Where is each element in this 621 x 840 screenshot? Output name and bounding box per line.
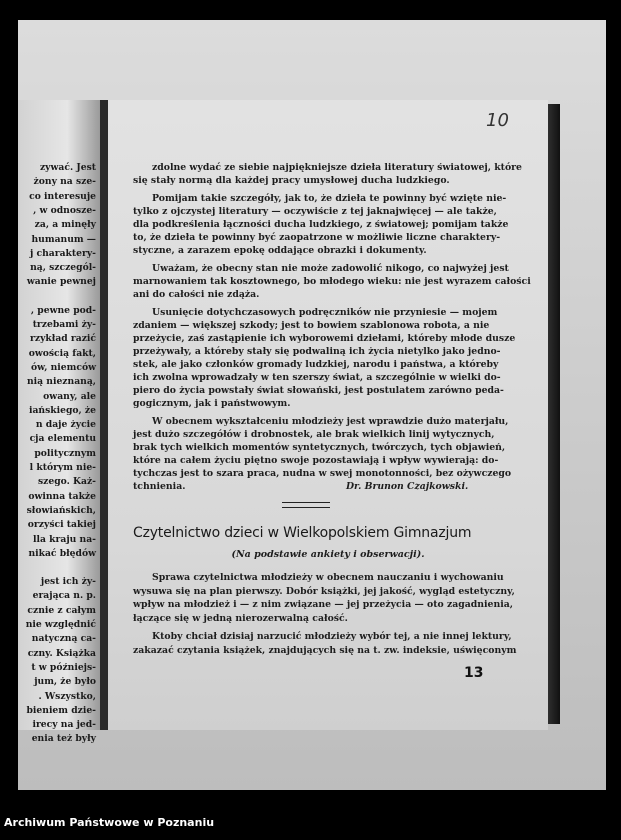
left-page-line: irecy na jed- (32, 719, 96, 731)
text-line: dla podkreślenia łączności ducha ludzkiego, z światowej; pomijam także (133, 219, 509, 230)
text-line: to, że dzieła te powinny być zaopatrzone w możliwie liczne charaktery- (133, 232, 501, 243)
text-line: Usunięcie dotychczasowych podręczników nie przyniesie — mojem (152, 307, 498, 318)
left-page-line: , pewne pod- (30, 304, 96, 316)
left-page-line: owinna także (28, 490, 96, 502)
text-line: łączące się w jedną nierozerwalną całość. (133, 612, 348, 624)
left-page-line: n daje życie (35, 419, 96, 431)
text-line: tychczas jest to szara praca, nudna w swej monotonności, bez ożywczego (133, 468, 512, 479)
left-page-line: ów, niemców (30, 361, 96, 373)
left-page-line: cja elementu (29, 433, 96, 445)
text-line: tylko z ojczystej literatury — oczywiście z tej jaknajwięcej — ale także, (133, 206, 497, 217)
text-line: które na całem życiu piętno swoje pozostawiają i wpływ wywierają: do- (133, 455, 499, 466)
archive-footer: Archiwum Państwowe w Poznaniu (4, 816, 215, 829)
text-line: Pomijam takie szczegóły, jak to, że dzieła te powinny być wzięte nie- (152, 193, 507, 204)
left-page-line: l którym nie- (29, 462, 96, 473)
page-shadow (546, 104, 560, 724)
left-page-line: wanie pewnej (26, 276, 96, 288)
left-page-line: zywać. Jest (39, 162, 96, 173)
text-line: wysuwa się na plan pierwszy. Dobór książki, jej jakość, wygląd estetyczny, (133, 585, 515, 597)
text-line: styczne, a zarazem epokę oddające obrazki i dokumenty. (133, 245, 427, 256)
left-page-line: politycznym (34, 447, 96, 459)
left-page-line: szego. Każ- (38, 476, 96, 488)
left-page-line: ną, szczegól- (30, 262, 96, 274)
text-line: marnowaniem tak kosztownego, bo młodego wieku: nie jest wyrazem całości (133, 276, 531, 287)
text-line: gogicznym, jak i państwowym. (133, 398, 291, 409)
left-page-line: nikać błędów (28, 547, 96, 559)
left-page-line: jum, że było (34, 676, 96, 688)
section-divider (282, 502, 330, 508)
left-page-line: owany, ale (43, 390, 96, 402)
left-page-line: lla kraju na- (33, 533, 96, 545)
text-line: przeżywały, a któreby stały się podwaliną ich życia nietylko jako jedno- (133, 346, 501, 357)
left-page-line: natyczną ca- (31, 633, 96, 645)
text-line: wpływ na młodzież i — z nim związane — jej przeżycia — oto zagadnienia, (133, 599, 514, 611)
left-page-line: iańskiego, że (28, 404, 96, 416)
left-page-fragment (18, 100, 100, 745)
page-number: 13 (464, 665, 484, 681)
main-page (108, 100, 548, 730)
left-page-line: słowiańskich, (26, 504, 96, 516)
left-page-line: jest ich ży- (40, 576, 96, 588)
text-line: zdaniem — większej szkody; jest to bowiem szablonowa robota, a nie (133, 320, 490, 331)
text-line: W obecnem wykształceniu młodzieży jest wprawdzie dużo materjału, (152, 416, 509, 427)
text-line: Sprawa czytelnictwa młodzieży w obecnem nauczaniu i wychowaniu (152, 572, 504, 583)
text-line: zakazać czytania książek, znajdujących się na t. zw. indeksie, uświęconym (133, 645, 517, 656)
left-page-line: erająca n. p. (32, 590, 96, 602)
left-page-line: enia też były (31, 733, 96, 745)
left-page-line: nią nieznaną, (26, 376, 96, 388)
left-page-line: t w późniejs- (31, 661, 96, 673)
text-line: Uważam, że obecny stan nie może zadowolić nikogo, co najwyżej jest (152, 263, 509, 274)
left-page-line: nie względnić (25, 619, 96, 630)
left-page-line: . Wszystko, (38, 690, 96, 702)
left-page-line: co interesuje (29, 190, 96, 202)
left-page-line: czny. Książka (27, 647, 96, 659)
left-page-line: orzyści takiej (27, 519, 96, 531)
text-line: jest dużo szczegółów i drobnostek, ale brak wielkich linij wytycznych, (133, 429, 495, 440)
left-page-line: bieniem dzie- (26, 704, 96, 716)
text-line: się stały normą dla każdej pracy umysłowej ducha ludzkiego. (133, 175, 450, 186)
left-page-line: owością fakt, (28, 347, 96, 359)
text-line: ani do całości nie zdąża. (133, 289, 260, 300)
left-page-line: rzykład razić (30, 333, 96, 345)
left-page-line: humanum — (31, 233, 96, 245)
article-title: Czytelnictwo dzieci w Wielkopolskiem Gimnazjum (133, 525, 472, 541)
left-page-line: , w odnosze- (33, 204, 96, 216)
text-line: Ktoby chciał dzisiaj narzucić młodzieży wybór tej, a nie innej lektury, (152, 631, 512, 643)
left-page-line: żony na sze- (33, 176, 96, 188)
text-line: stek, ale jako członków gromady ludzkiej, narodu i państwa, a któreby (133, 359, 499, 370)
article-subtitle: (Na podstawie ankiety i obserwacji). (231, 549, 425, 560)
author-signature: Dr. Brunon Czajkowski. (346, 481, 469, 492)
left-page-line: cznie z całym (27, 604, 96, 616)
left-page-line: trzebami ży- (32, 319, 96, 330)
text-line: tchnienia. (133, 481, 186, 492)
handwritten-folio-number: 10 (486, 110, 509, 131)
text-line: piero do życia powstały świat słowański, jest postulatem zarówno peda- (133, 385, 504, 396)
text-line: zdolne wydać ze siebie najpiękniejsze dzieła literatury światowej, które (152, 162, 522, 173)
text-line: przeżycie, zaś zastąpienie ich wyborowemi dziełami, któreby młode dusze (133, 333, 516, 344)
text-line: brak tych wielkich momentów syntetycznych, twórczych, tych objawień, (133, 442, 506, 453)
text-line: ich zwolna wprowadzały w ten szerszy świat, a szczególnie w wielki do- (133, 372, 501, 383)
page-gutter (100, 100, 108, 730)
left-page-line: j charaktery- (30, 247, 96, 259)
left-page-line: za, a minęły (34, 219, 96, 231)
